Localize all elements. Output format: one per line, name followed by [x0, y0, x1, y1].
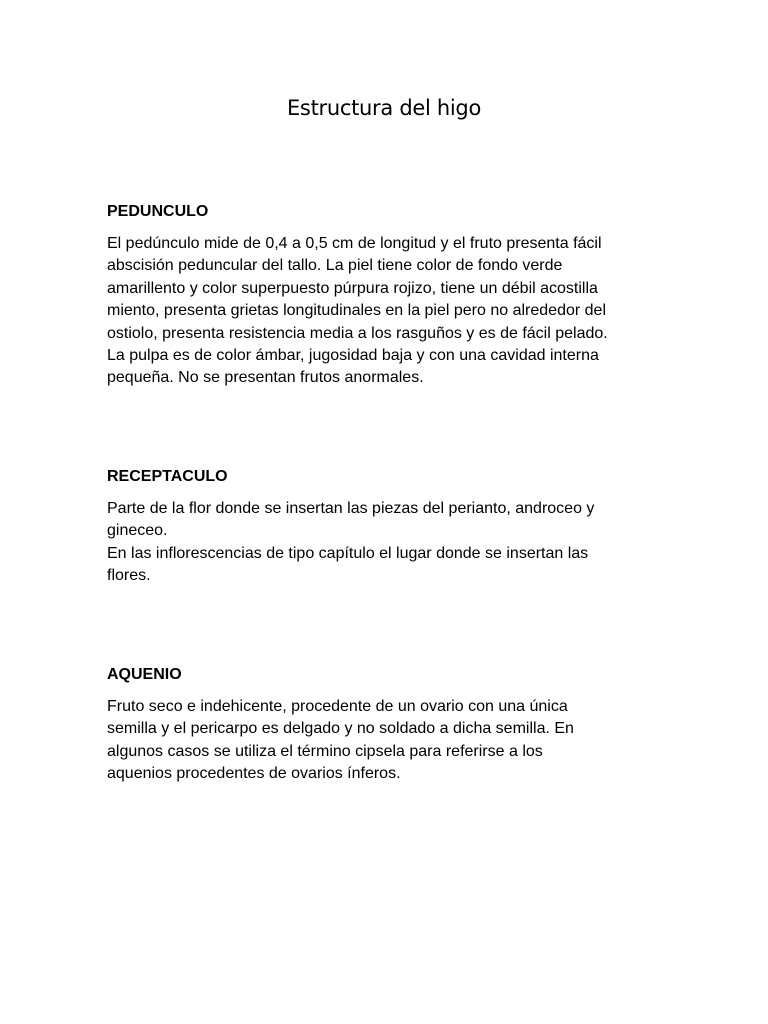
body-line: flores.	[107, 567, 151, 585]
body-line: ostiolo, presenta resistencia media a los rasguños y es de fácil pelado.	[107, 324, 608, 342]
body-line: abscisión peduncular del tallo. La piel tiene color de fondo verde	[107, 257, 563, 275]
body-line: algunos casos se utiliza el término cipsela para referirse a los	[107, 742, 543, 760]
body-line: La pulpa es de color ámbar, jugosidad baja y con una cavidad interna	[107, 347, 599, 365]
document-title: Estructura del higo	[286, 96, 482, 120]
section-receptaculo	[107, 466, 667, 588]
body-line: gineceo.	[107, 522, 168, 540]
body-line: amarillento y color superpuesto púrpura rojizo, tiene un débil acostilla	[107, 279, 598, 297]
body-line: semilla y el pericarpo es delgado y no soldado a dicha semilla. En	[107, 720, 574, 738]
body-line: En las inflorescencias de tipo capítulo el lugar donde se insertan las	[107, 544, 589, 562]
section-heading: PEDUNCULO	[107, 203, 209, 220]
section-pedunculo	[107, 201, 667, 390]
section-heading: AQUENIO	[107, 666, 182, 683]
body-line: Parte de la flor donde se insertan las piezas del perianto, androceo y	[107, 500, 595, 517]
section-heading: RECEPTACULO	[107, 468, 228, 485]
section-body	[107, 498, 667, 588]
body-line: El pedúnculo mide de 0,4 a 0,5 cm de longitud y el fruto presenta fácil	[107, 235, 602, 252]
section-body	[107, 696, 667, 786]
body-line: miento, presenta grietas longitudinales en la piel pero no alrededor del	[107, 302, 606, 320]
body-line: pequeña. No se presentan frutos anormales.	[107, 369, 424, 387]
body-line: aquenios procedentes de ovarios ínferos.	[107, 765, 401, 783]
body-line: Fruto seco e indehicente, procedente de un ovario con una única	[107, 698, 568, 715]
section-aquenio	[107, 664, 667, 786]
section-body	[107, 233, 667, 390]
